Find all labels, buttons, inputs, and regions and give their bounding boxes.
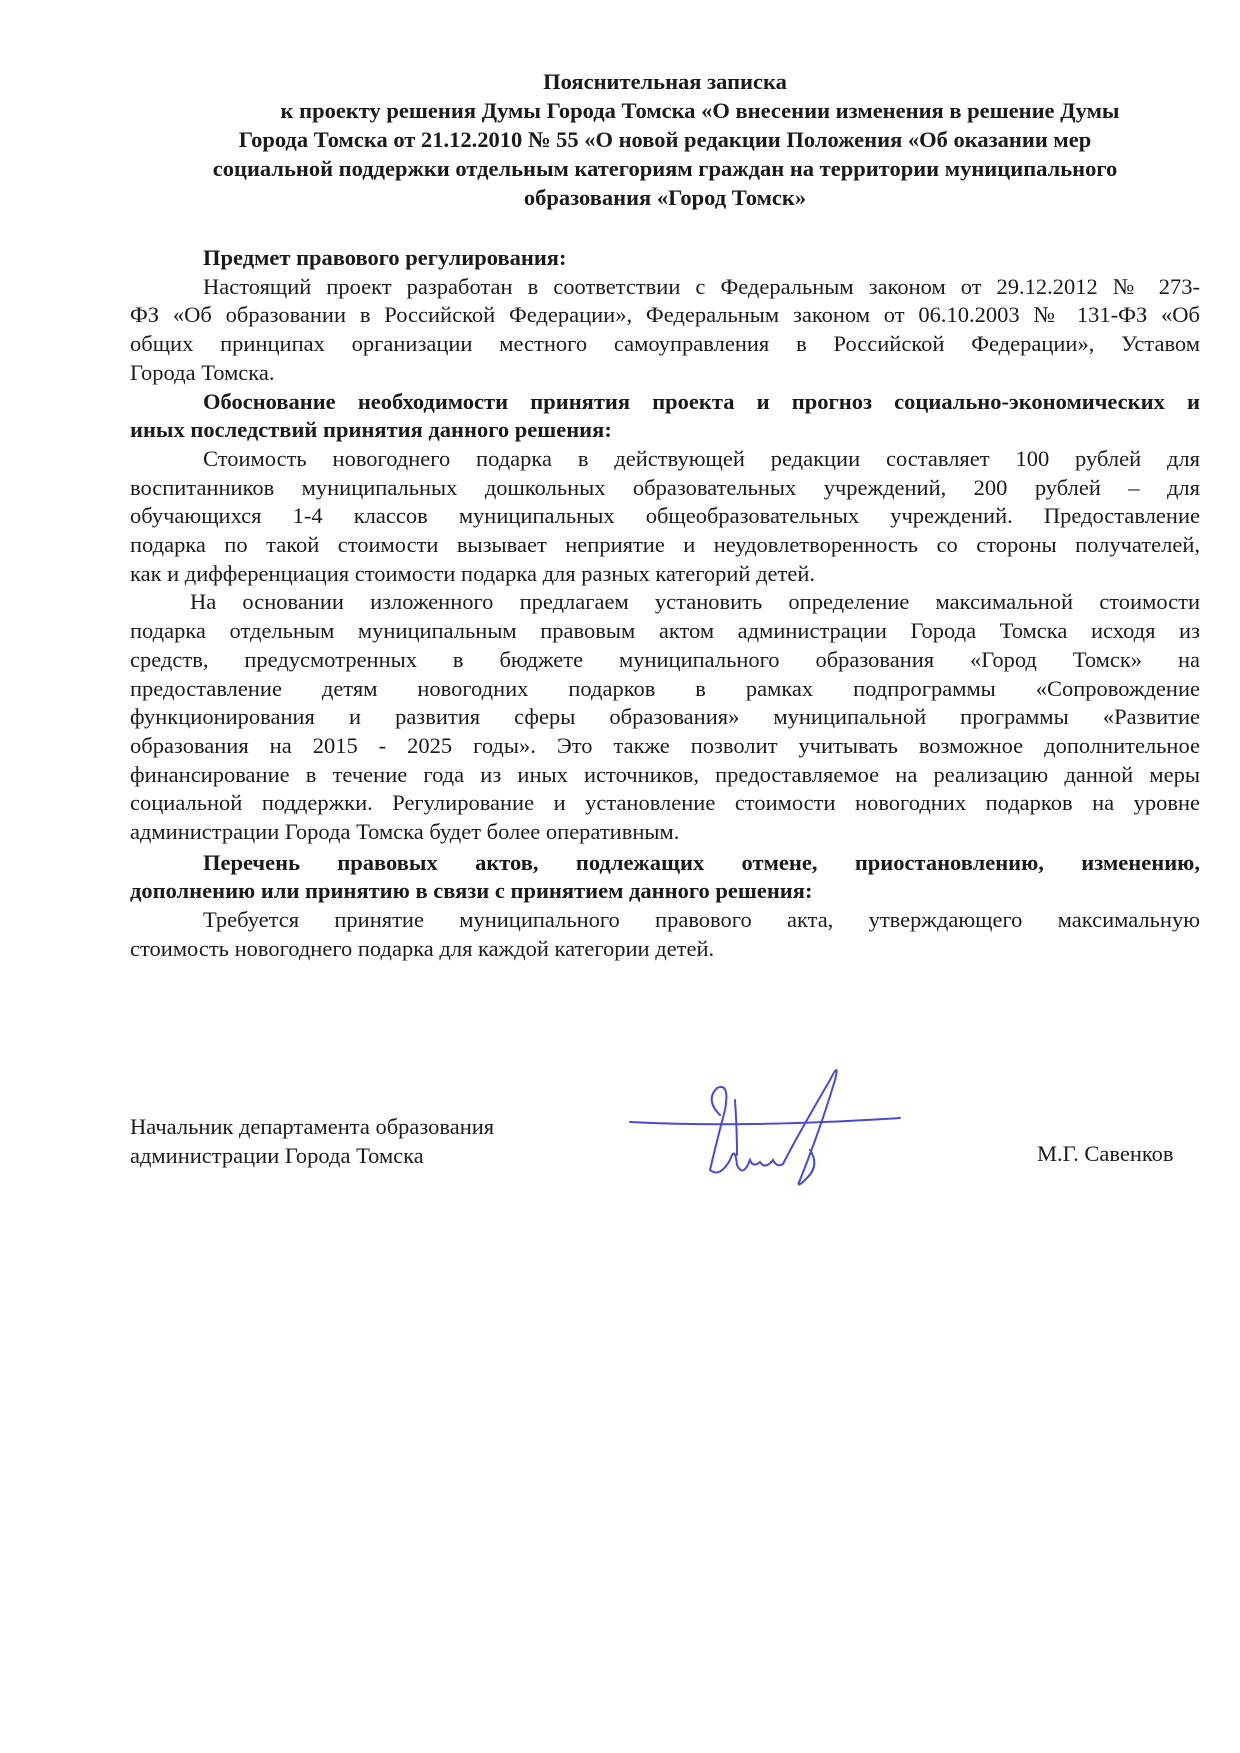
paragraph-line: подарка по такой стоимости вызывает неприятие и неудовлетворенность со стороны получателей, [130,532,1200,558]
paragraph-line: средств, предусмотренных в бюджете муниципального образования «Город Томск» на [130,646,1200,672]
section-heading: дополнению или принятию в связи с принятием данного решения: [130,878,813,904]
paragraph-line: предоставление детям новогодних подарков в рамках подпрограммы «Сопровождение [130,675,1200,701]
position-line: администрации Города Томска [130,1143,424,1168]
paragraph-line: администрации Города Томска будет более оперативным. [130,819,680,845]
section-heading: Перечень правовых актов, подлежащих отмене, приостановлению, изменению, [203,849,1200,875]
subtitle-line: Города Томска от 21.12.2010 № 55 «О новой редакции Положения «Об оказании мер [238,127,1092,152]
paragraph-line: финансирование в течение года из иных источников, предоставляемое на реализацию данной меры [130,761,1200,787]
document-body [130,244,1200,964]
document-subtitle [130,96,1200,212]
subtitle-line: социальной поддержки отдельным категориям граждан на территории муниципального [212,156,1118,181]
paragraph-line: Требуется принятие муниципального правового акта, утверждающего максимальную [203,907,1200,933]
paragraph-line: функционирования и развития сферы образования» муниципальной программы «Развитие [130,704,1200,730]
paragraph-line: Настоящий проект разработан в соответствии с Федеральным законом от 29.12.2012 № 273- [203,273,1200,299]
paragraph-line: обучающихся 1-4 классов муниципальных общеобразовательных учреждений. Предоставление [130,503,1200,529]
section-heading: Обоснование необходимости принятия проекта и прогноз социально-экономических и [203,388,1200,414]
handwritten-signature [625,1060,925,1190]
signatory-position [130,1112,494,1170]
paragraph-line: общих принципах организации местного самоуправления в Российской Федерации», Уставом [130,331,1200,357]
paragraph-line: Стоимость новогоднего подарка в действующей редакции составляет 100 рублей для [203,445,1200,471]
paragraph-line: социальной поддержки. Регулирование и установление стоимости новогодних подарков на уровне [130,790,1200,816]
paragraph-line: подарка отдельным муниципальным правовым актом администрации Города Томска исходя из [130,618,1200,644]
section-heading: Предмет правового регулирования: [203,245,567,270]
paragraph-line: образования на 2015 - 2025 годы». Это также позволит учитывать возможное дополнительное [130,732,1200,758]
paragraph-line: ФЗ «Об образовании в Российской Федерации», Федеральным законом от 06.10.2003 № 131-ФЗ «Об [130,302,1200,328]
subtitle-line: образования «Город Томск» [523,185,807,210]
document-title: Пояснительная записка [543,69,787,94]
paragraph-line: как и дифференциация стоимости подарка для разных категорий детей. [130,560,815,586]
paragraph-line: Города Томска. [130,359,275,385]
subtitle-line: к проекту решения Думы Города Томска «О внесении изменения в решение Думы [280,98,1120,123]
position-line: Начальник департамента образования [130,1114,495,1139]
paragraph-line: стоимость новогоднего подарка для каждой категории детей. [130,935,715,961]
section-heading: иных последствий принятия данного решения: [130,417,612,443]
signatory-name: М.Г. Савенков [1037,1141,1174,1166]
paragraph-line: воспитанников муниципальных дошкольных образовательных учреждений, 200 рублей – для [130,474,1200,500]
paragraph-line: На основании изложенного предлагаем установить определение максимальной стоимости [190,589,1200,615]
